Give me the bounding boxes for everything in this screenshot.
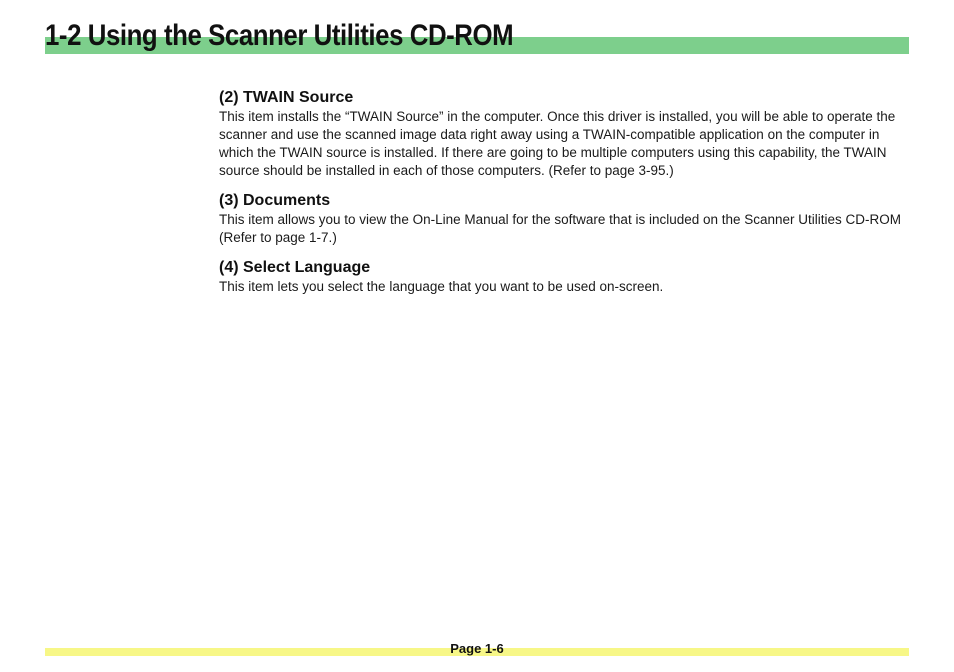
page-number: Page 1-6 bbox=[450, 641, 504, 656]
section-documents bbox=[219, 191, 909, 247]
section-body: This item lets you select the language that you want to be used on-screen. bbox=[219, 279, 664, 294]
section-heading: (4) Select Language bbox=[219, 259, 371, 276]
section-heading: (3) Documents bbox=[219, 192, 331, 209]
section-select-language bbox=[219, 258, 909, 296]
section-body: This item allows you to view the On-Line Manual for the software that is included on the Scanner Utilities CD-ROM (Refer to page 1-7.) bbox=[219, 212, 902, 245]
page-title: 1-2 Using the Scanner Utilities CD-ROM bbox=[45, 19, 514, 52]
section-heading: (2) TWAIN Source bbox=[219, 89, 354, 106]
section-body: This item installs the “TWAIN Source” in the computer. Once this driver is installed, you will be able to operate the scanner and use the scanned image data right away using a TWAIN-compatible application on the computer in which the TWAIN source is installed. If there are going to be multiple computers using this capability, the TWAIN source should be installed in each of those computers. (Refer to page 3-95.) bbox=[219, 109, 896, 178]
section-twain-source bbox=[219, 88, 909, 180]
main-content bbox=[219, 88, 909, 307]
